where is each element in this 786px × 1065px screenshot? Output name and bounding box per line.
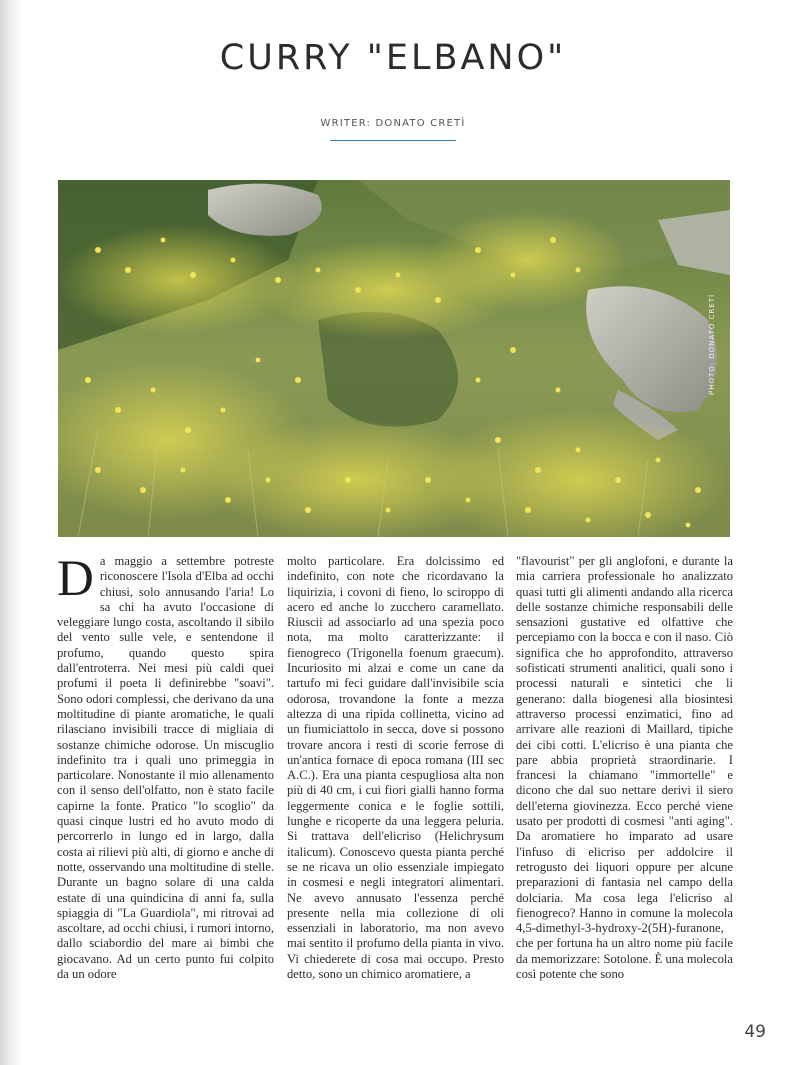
landscape-photo-graphic [58,180,730,537]
article-column-3 [516,554,733,982]
page-number: 49 [744,1022,766,1042]
column-3-text: "flavourist" per gli anglofoni, e durante la mia carriera professionale ho analizzato quasi tutti gli alimenti andando alla ricerca delle sostanze chimiche responsabili delle sensazioni gustative ed olfattive che percepiamo con la bocca e con il naso. Ciò significa che ho approfondito, attraverso sofisticati strumenti analitici, quali sono i processi naturali e sintetici che li generano: dalla biogenesi alla biosintesi attraverso processi enzimatici, fino ad arrivare alle reazioni di Maillard, tipiche dei cibi cotti. L'elicriso è una pianta che pare abbia proprietà straordinarie. I francesi la chiamano "immortelle" e dicono che dal suo nettare derivi il siero dell'eterna giovinezza. Ecco perché viene usato per prodotti di cosmesi "anti aging". Da aromatiere ho imparato ad usare l'infuso di elicriso per addolcire il retrogusto dei liquori oppure per alcune preparazioni di fantasia nel campo della dolciaria. Ma cosa lega l'elicriso al fienogreco? Hanno in comune la molecola 4,5-dimethyl-3-hydroxy-2(5H)-furanone, che per fortuna ha un altro nome più facile da memorizzare: Sotolone. È una molecola così potente che sono [516,554,733,982]
article-byline: WRITER: DONATO CRETÌ [320,118,466,129]
drop-cap: D [57,551,94,607]
column-2-text: molto particolare. Era dolcissimo ed indefinito, con note che ricordavano la liquirizia, i covoni di fieno, lo sciroppo di acero ed anche lo zucchero caramellato. Riuscii ad associarlo ad una spezia poco nota, ma molto caratterizzante: il fienogreco (Trigonella foenum graecum). Incuriosito mi alzai e come un cane da tartufo mi feci guidare dall'invisibile scia odorosa, trovandone la fonte a mezza altezza di una ripida collinetta, vicino ad un fiumiciattolo in secca, dove si possono trovare ancora i resti di scorie ferrose di un'antica fornace di epoca romana (III sec A.C.). Era una pianta cespugliosa alta non più di 40 cm, i cui fiori gialli hanno forma leggermente conica e le foglie sottili, lunghe e ricoperte da una leggera peluria. Si trattava dell'elicriso (Helichrysum italicum). Conoscevo questa pianta perché se ne ricava un olio essenziale impiegato in cosmesi e negli integratori alimentari. Ne avevo annusato l'essenza perché presente nella mia collezione di oli essenziali in laboratorio, ma non avevo mai sentito il profumo della pianta in vivo. Vi chiederete di cosa mai occupo. Presto detto, sono un chimico aromatiere, a [287,554,504,982]
article-column-1 [57,551,274,982]
article-photo [58,180,730,537]
article-title: CURRY "ELBANO" [219,38,567,78]
photo-credit: PHOTO: DONATO CRETÌ [708,293,716,395]
column-1-text: a maggio a settembre potreste riconoscere l'Isola d'Elba ad occhi chiusi, solo annusando l'aria! Lo sa chi ha avuto l'occasione di veleggiare lungo costa, ascoltando il sibilo del vento sulle vele, e sentendone il profumo, quando questo spira dall'entroterra. Nei mesi più caldi quei profumi il poeta li definirebbe "soavi". Sono odori complessi, che derivano da una moltitudine di piante aromatiche, le quali rilasciano invisibili tracce di migliaia di sostanze chimiche odorose. Un miscuglio indefinito tra i quali uno primeggia in particolare. Nonostante il mio allenamento con il senso dell'olfatto, non è stato facile capirne la fonte. Pratico "lo scoglio" da quasi cinque lustri ed ho avuto modo di percorrerlo in lungo ed in largo, dalla costa ai rilievi più alti, di giorno e anche di notte, osservando una moltitudine di stelle. Durante un bagno solare di una calda estate di una quindicina di anni fa, sulla spiaggia di "La Guardiola", mi ritrovai ad ascoltare, ad occhi chiusi, i rumori intorno, dallo sciabordio del mare ai bimbi che giocavano. Ad un certo punto fui colpito da un odore [57,554,274,982]
page-gutter-shadow [0,0,22,1065]
byline-divider [330,140,456,141]
article-column-2 [287,554,504,982]
